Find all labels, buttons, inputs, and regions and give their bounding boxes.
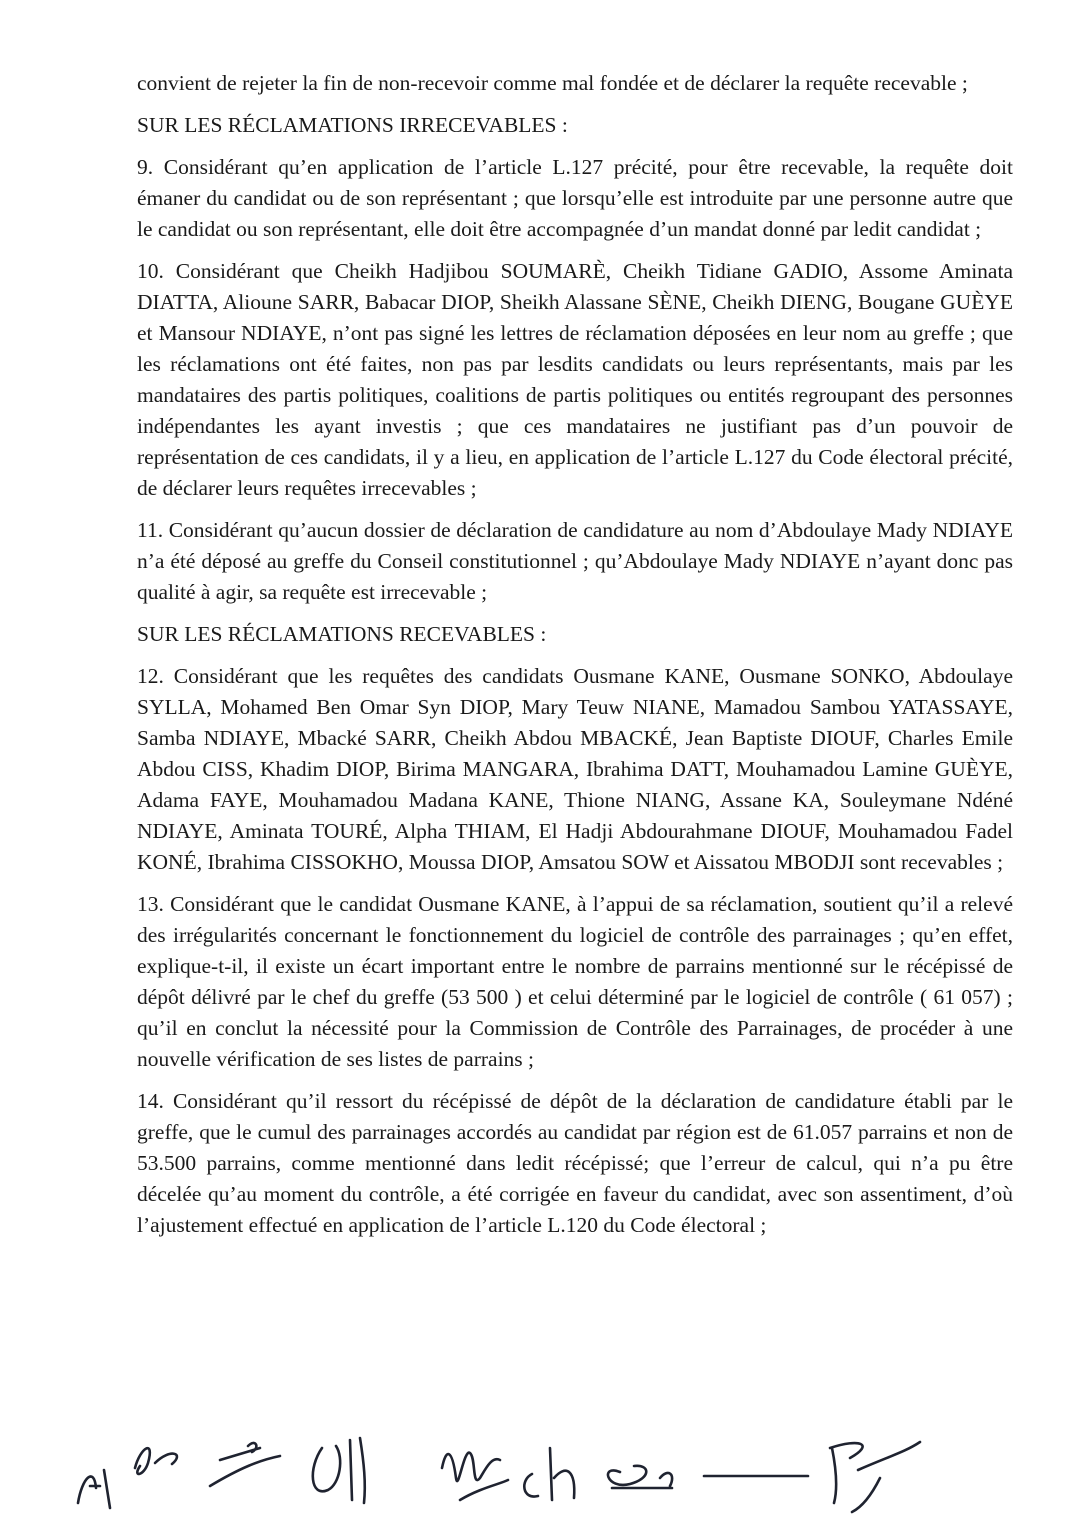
document-body xyxy=(137,68,1013,1252)
paragraph-9: 9. Considérant qu’en application de l’article L.127 précité, pour être recevable, la requête doit émaner du candidat ou de son représentant ; que lorsqu’elle est introduite par une personne autre que le candidat ou son représentant, elle doit être accompagnée d’un mandat donné par ledit candidat ; xyxy=(137,155,1013,241)
initial-6 xyxy=(524,1448,574,1500)
paragraph-continuation: convient de rejeter la fin de non-recevoir comme mal fondée et de déclarer la requête recevable ; xyxy=(137,71,968,95)
paragraph-11: 11. Considérant qu’aucun dossier de déclaration de candidature au nom d’Abdoulaye Mady NDIAYE n’a été déposé au greffe du Conseil constitutionnel ; qu’Abdoulaye Mady NDIAYE n’ayant donc pas qualité à agir, sa requête est irrecevable ; xyxy=(137,518,1013,604)
heading-irrecevables: SUR LES RÉCLAMATIONS IRRECEVABLES : xyxy=(137,113,568,137)
handwritten-initials xyxy=(60,1408,960,1518)
initial-2 xyxy=(135,1448,177,1474)
initial-7 xyxy=(608,1466,672,1488)
paragraph-12: 12. Considérant que les requêtes des candidats Ousmane KANE, Ousmane SONKO, Abdoulaye SYLLA, Mohamed Ben Omar Syn DIOP, Mary Teuw NIANE, Mamadou Sambou YATASSAYE, Samba NDIAYE, Mbacké SARR, Cheikh Abdou MBACKÉ, Jean Baptiste DIOUF, Charles Emile Abdou CISS, Khadim DIOP, Birima MANGARA, Ibrahima DATT, Mouhamadou Lamine GUÈYE, Adama FAYE, Mouhamadou Madana KANE, Thione NIANG, Assane KA, Souleymane Ndéné NDIAYE, Aminata TOURÉ, Alpha THIAM, El Hadji Abdourahmane DIOUF, Mouhamadou Fadel KONÉ, Ibrahima CISSOKHO, Moussa DIOP, Amsatou SOW et Aissatou MBODJI sont recevables ; xyxy=(137,664,1013,874)
paragraph-14: 14. Considérant qu’il ressort du récépissé de dépôt de la déclaration de candidature établi par le greffe, que le cumul des parrainages accordés au candidat par région est de 61.057 parrains et non de 53.500 parrains, comme mentionné dans ledit récépissé; que l’erreur de calcul, qui n’a pu être décelée qu’au moment du contrôle, a été corrigée en faveur du candidat, avec son assentiment, d’où l’ajustement effectué en application de l’article L.120 du Code électoral ; xyxy=(137,1089,1013,1237)
heading-recevables: SUR LES RÉCLAMATIONS RECEVABLES : xyxy=(137,622,547,646)
paragraph-10: 10. Considérant que Cheikh Hadjibou SOUMARÈ, Cheikh Tidiane GADIO, Assome Aminata DIATTA, Alioune SARR, Babacar DIOP, Sheikh Alassane SÈNE, Cheikh DIENG, Bougane GUÈYE et Mansour NDIAYE, n’ont pas signé les lettres de réclamation déposées en leur nom au greffe ; que les réclamations ont été faites, non pas par lesdits candidats ou leurs représentants, mais par les mandataires des partis politiques, coalitions de partis politiques ou entités regroupant des personnes indépendantes les ayant investis ; que ces mandataires ne justifiant pas d’un pouvoir de représentation de ces candidats, il y a lieu, en application de l’article L.127 du Code électoral précité, de déclarer leurs requêtes irrecevables ; xyxy=(137,259,1013,500)
paragraph-13: 13. Considérant que le candidat Ousmane KANE, à l’appui de sa réclamation, soutient qu’il a relevé des irrégularités concernant le fonctionnement du logiciel de contrôle des parrainages ; qu’en effet, explique-t-il, il existe un écart important entre le nombre de parrains mentionné sur le récépissé de dépôt délivré par le chef du greffe (53 500 ) et celui déterminé par le logiciel de contrôle ( 61 057) ; qu’il en conclut la nécessité pour la Commission de Contrôle des Parrainages, de procéder à une nouvelle vérification de ses listes de parrains ; xyxy=(137,892,1013,1071)
signature-initials-row xyxy=(60,1408,960,1518)
initial-5 xyxy=(442,1453,508,1500)
initial-4 xyxy=(313,1438,365,1503)
scan-edge-mark xyxy=(1010,0,1086,8)
initial-3 xyxy=(210,1443,280,1486)
initial-9 xyxy=(830,1442,920,1512)
initial-1 xyxy=(78,1470,110,1508)
